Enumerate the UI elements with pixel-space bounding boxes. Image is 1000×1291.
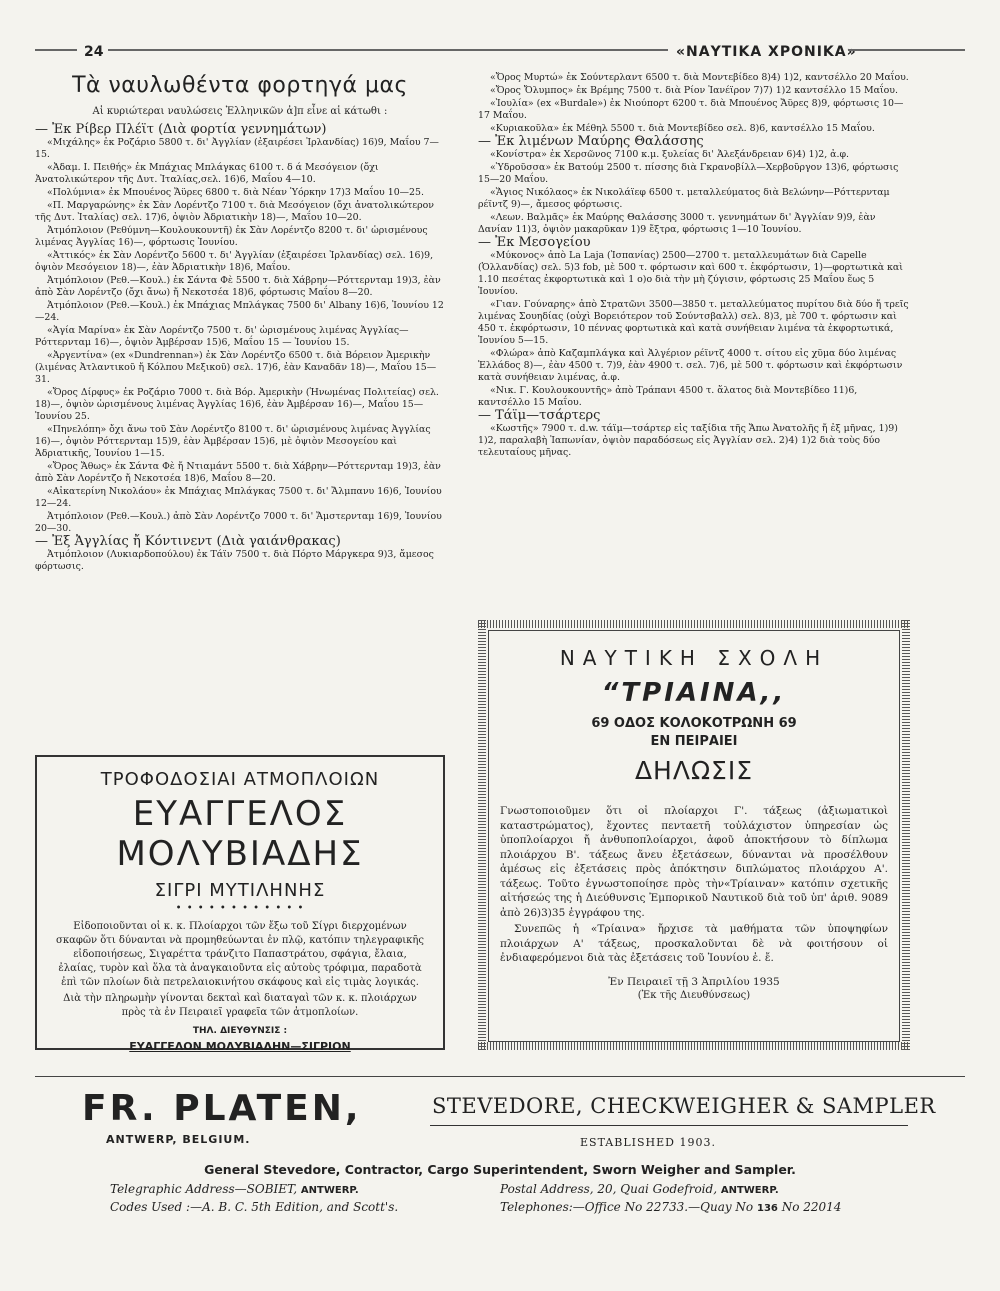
platen-postal	[500, 1182, 779, 1196]
charter-entry: Ἀτμόπλοιον (Ρεθ.—Κουλ.) ἐκ Μπάχιας Μπλάγκας 7500 δι' Albany 16)6, Ἰουνίου 12—24.	[35, 300, 444, 323]
header-rule-right	[848, 49, 965, 51]
platen-location: ANTWERP, BELGIUM.	[106, 1133, 251, 1146]
ad-molyviadis-body2: Διὰ τὴν πληρωμὴν γίνονται δεκταὶ καὶ διαταγαὶ τῶν κ. κ. πλοιάρχων πρὸς τὰ ἐν Πειραιεῖ γραφεῖα τῶν ἀτμοπλοίων.	[63, 993, 417, 1018]
charter-entry: «Κυριακοῦλα» ἐκ Μέθηλ 5500 τ. διὰ Μοντεβίδεο σελ. 8)6, καντσέλλο 15 Μαΐου.	[490, 123, 875, 134]
ad-triaina-heading: ΔΗΛΩΣΙΣ	[634, 756, 754, 785]
left-column	[35, 73, 445, 574]
page-number: 24	[84, 44, 104, 60]
platen-title-underline	[430, 1125, 908, 1126]
ad-triaina-paragraph1: Γνωστοποιοῦμεν ὅτι οἱ πλοίαρχοι Γ'. τάξεως (ἀξιωματικοὶ καταστρώματος), ἔχοντες πενταετῆ τοὐλάχιστον ὑπηρεσίαν ὡς ὑποπλοίαρχοι ἤ ἀνθυποπλοίαρχοι, ἀφοῦ ἀποκτήσουν τὸ δίπλωμα πλοιάρχου Β'. τάξεως ἄνευ ἐξετάσεων, δύνανται νὰ προσέλθουν ἀμέσως εἰς ἐξετάσεις πρὸς ἀπόκτησιν διπλώματος πλοιάρχου Α'. τάξεως. Τοῦτο ἐγνωστοποίησε πρὸς τὴν«Τρίαιναν» κατόπιν σχετικῆς αἰτήσεώς της ἡ Διεύθυνσις Ἐμπορικοῦ Ναυτικοῦ διὰ τοῦ ὑπ' ἀριθ. 9089 ἀπὸ 26)3)35 ἐγγράφου της.	[500, 805, 888, 919]
ad-molyviadis-signature: ΤΗΛ. ΔΙΕΥΘΥΝΣΙΣ :	[192, 1026, 288, 1036]
charter-entry: «Πολύμνια» ἐκ Μπουένος Ἄϋρες 6800 τ. διὰ Νέαν Ὑόρκην 17)3 Μαΐου 10—25.	[47, 187, 424, 198]
charter-entry: «Ὑδροῦσσα» ἐκ Βατούμ 2500 τ. πίσσης διὰ Γκρανοβίλλ—Χερβοῦργον 13)6, φόρτωσις 15—20 Μαΐου.	[478, 162, 899, 185]
ad-triaina-school: ΝΑΥΤΙΚΗ ΣΧΟΛΗ	[559, 646, 829, 670]
ad-triaina-border-bottom	[478, 1042, 910, 1050]
charter-entry: «Κονίστρα» ἐκ Χερσῶνος 7100 κ.μ. ξυλείας δι' Ἀλεξάνδρειαν 6)4) 1)2, ἀ.φ.	[490, 149, 850, 160]
charter-entry: «Ἀττικός» ἐκ Σὰν Λορέντζο 5600 τ. δι' Ἀγγλίαν (ἐξαιρέσει Ἰρλανδίας) σελ. 16)9, ὀψιὸν Μεσόγειον 18)—, ἐὰν Ἀδριατικὴν 18)6, Μαΐου.	[35, 250, 434, 273]
ad-molyviadis-location: ΣΙΓΡΙ ΜΥΤΙΛΗΝΗΣ	[154, 880, 326, 901]
charter-entry: Ἀτμόπλοιον (Λυκιαρδοπούλου) ἐκ Τάϊν 7500 τ. διὰ Πόρτο Μάργκερα 9)3, ἄμεσος φόρτωσις.	[35, 549, 434, 572]
section-heading: — Ἐκ λιμένων Μαύρης Θαλάσσης	[478, 134, 704, 149]
section-heading: — Ἐξ Ἀγγλίας ἤ Κόντινεντ (Διὰ γαιάνθρακας)	[35, 534, 341, 549]
charter-entry: «Λεων. Βαλμᾶς» ἐκ Μαύρης Θαλάσσης 3000 τ. γεννημάτων δι' Ἀγγλίαν 9)9, ἐὰν Δανίαν 11)3, ὀψιὸν μακαρῦκαν 1)9 ἔξτρα, φόρτωσις 1—10 Ἰουνίου.	[478, 212, 876, 235]
ad-triaina-body	[500, 804, 888, 966]
charter-entry: Ἀτμόπλοιον (Ρεθ.—Κουλ.) ἀπὸ Σὰν Λορέντζο 7000 τ. δι' Ἄμστερνταμ 16)9, Ἰουνίου 20—30.	[35, 511, 442, 534]
ad-triaina-paragraph2: Συνεπῶς ἡ «Τρίαινα» ἤρχισε τὰ μαθήματα τῶν ὑποψηφίων πλοιάρχων Α' τάξεως, προσκαλοῦνται δὲ νὰ φοιτήσουν οἱ ἐνδιαφερόμενοι διὰ τὰς ἐξετάσεις τοῦ Ἰουνίου ἐ. ἔ.	[500, 923, 888, 964]
section-heading: — Ἐκ Μεσογείου	[478, 235, 591, 250]
platen-phones	[500, 1200, 841, 1214]
charter-entry: «Κωστῆς» 7900 τ. d.w. τάϊμ—τσάρτερ εἰς ταξίδια τῆς Ἄπω Ἀνατολῆς ἤ ἐξ μῆνας, 1)9) 1)2, παραλαβὴ Ἰαπωνίαν, ὀψιὸν παραδόσεως εἰς Ἀγγλίαν σελ. 2)4) 1)2 διὰ τοὺς δύο τελευταίους μῆνας.	[478, 423, 898, 458]
article-title: Τὰ ναυλωθέντα φορτηγά μας	[72, 73, 408, 98]
charter-entry: «Φλώρα» ἀπὸ Καζαμπλάγκα καὶ Ἀλγέριον ρέϊντζ 4000 τ. σίτου εἰς χῦμα δύο λιμένας Ἑλλάδος 8)—, ἐὰν 4500 τ. 7)9, ἐὰν 4900 τ. σελ. 7)6, μὲ 500 τ. φόρτωσιν καὶ ἐκφόρτωσιν κατὰ συνήθειαν λιμένας, ἀ.φ.	[478, 348, 903, 383]
platen-services: General Stevedore, Contractor, Cargo Superintendent, Sworn Weigher and Sampler.	[204, 1162, 796, 1177]
platen-telegraphic	[110, 1182, 359, 1196]
charter-entry: «Πηνελόπη» ὄχι ἄνω τοῦ Σὰν Λορέντζο 8100 τ. δι' ὡρισμένους λιμένας Ἀγγλίας 16)—, ὀψιὸν Ρόττερνταμ 15)9, ἐὰν Ἀμβέρσαν 15)6, μὲ ὀψιὸν Μεσογείου καὶ Ἀδριατικῆς, Ἰουνίου 1—15.	[35, 424, 431, 459]
bottom-ad-rule	[35, 1076, 965, 1077]
charter-entry: «Ἅγιος Νικόλαος» ἐκ Νικολάϊεφ 6500 τ. μεταλλεύματος διὰ Βελώνην—Ρόττερνταμ ρέϊντζ 9)—, ἄμεσος φόρτωσις.	[478, 187, 890, 210]
platen-postal-city: ANTWERP.	[720, 1185, 779, 1196]
ad-triaina-from: (Ἐκ τῆς Διευθύνσεως)	[637, 990, 751, 1001]
charter-entry: Ἀτμόπλοιον (Ρεθύμνη—Κουλουκουντῆ) ἐκ Σὰν Λορέντζο 8200 τ. δι' ὡρισμένους λιμένας Ἀγγλίας 16)—, φόρτωσις Ἰουνίου.	[35, 225, 428, 248]
platen-postal-label: Postal Address, 20, Quai Godefroid,	[500, 1182, 718, 1196]
right-top-entries	[478, 72, 910, 135]
charter-entry: «Ἀδαμ. Ι. Πειθής» ἐκ Μπάχιας Μπλάγκας 6100 τ. δ ά Μεσόγειον (ὄχι Ἀνατολικώτερον τῆς Δυτ. Ἰταλίας,σελ. 16)6, Μαΐου 4—10.	[35, 162, 379, 185]
ad-triaina-address: 69 ΟΔΟΣ ΚΟΛΟΚΟΤΡΩΝΗ 69	[591, 716, 797, 731]
charter-entry: «Ἰουλία» (ex «Burdale») ἐκ Νιούπορτ 6200 τ. διὰ Μπουένος Ἄϋρες 8)9, φόρτωσις 10—17 Μαΐου.	[478, 98, 904, 121]
platen-phones-no: No 22014	[781, 1200, 842, 1214]
ad-molyviadis-name: ΕΥΑΓΓΕΛΟΣ ΜΟΛΥΒΙΑΔΗΣ	[116, 794, 364, 874]
charter-entry: «Π. Μαργαρώνης» ἐκ Σὰν Λορέντζο 7100 τ. διὰ Μεσόγειον (ὄχι ἀνατολικώτερον τῆς Δυτ. Ἰταλίας) σελ. 17)6, ὀψιὸν Ἀδριατικὴν 18)—, Μαΐου 10—20.	[35, 200, 434, 223]
right-sections	[478, 136, 910, 459]
charter-entry: Ἀτμόπλοιον (Ρεθ.—Κουλ.) ἐκ Σάντα Φὲ 5500 τ. διὰ Χάβρην—Ρόττερνταμ 19)3, ἐὰν ἀπὸ Σὰν Λορέντζο (ὄχι ἄνω) ἤ Νεκοτσέα 18)6, φόρτωσις Μαΐου 8—20.	[35, 275, 441, 298]
ad-triaina-city: ΕΝ ΠΕΙΡΑΙΕΙ	[650, 734, 738, 749]
section-heading: — Ἐκ Ρίβερ Πλέϊτ (Διὰ φορτία γεννημάτων)	[35, 122, 327, 137]
platen-telegraphic-city: ANTWERP.	[300, 1185, 359, 1196]
ad-triaina-date: Ἐν Πειραιεῖ τῇ 3 Ἀπριλίου 1935	[608, 976, 780, 988]
ad-molyviadis-divider: • • • • • • • • • • • •	[175, 903, 305, 914]
platen-established: ESTABLISHED 1903.	[580, 1136, 716, 1149]
charter-entry: «Ὄρος Ὄλυμπος» ἐκ Βρέμης 7500 τ. διὰ Ρίον Ἰανέϊρον 7)7) 1)2 καντσέλλο 15 Μαΐου.	[490, 85, 898, 96]
charter-entry: «Ἁγία Μαρίνα» ἐκ Σὰν Λορέντζο 7500 τ. δι' ὡρισμένους λιμένας Ἀγγλίας—Ρόττερνταμ 16)—, ὀψιὸν Ἀμβέρσαν 15)6, Μαΐου 15 — Ἰουνίου 15.	[35, 325, 409, 348]
platen-title: STEVEDORE, CHECKWEIGHER & SAMPLER	[432, 1094, 936, 1118]
charter-entry: «Ὄρος Μυρτώ» ἐκ Σούντερλαντ 6500 τ. διὰ Μοντεβίδεο 8)4) 1)2, καντσέλλο 20 Μαΐου.	[490, 72, 909, 83]
ad-triaina-border-top	[478, 620, 910, 628]
charter-entry: «Γιαν. Γούναρης» ἀπὸ Στρατῶνι 3500—3850 τ. μεταλλεύματος πυρίτου διὰ δύο ἤ τρεῖς λιμένας Σουηδίας (οὐχὶ Βορειότερον τοῦ Σούντσβαλλ) σελ. 8)3, μὲ 700 τ. φόρτωσιν καὶ 450 τ. ἐκφόρτωσιν, 10 πέννας φορτωτικὰ καὶ κατὰ συνήθειαν λιμένα τὰ ἐκφορτωτικά, Ἰουνίου 5—15.	[478, 299, 909, 346]
charter-entry: «Μιχάλης» ἐκ Ροζάριο 5800 τ. δι' Ἀγγλίαν (ἐξαιρέσει Ἰρλανδίας) 16)9, Μαΐου 7—15.	[35, 137, 439, 160]
header-rule-middle	[108, 49, 668, 51]
header-rule-left	[35, 49, 77, 51]
section-heading: — Τάϊμ—τσάρτερς	[478, 408, 601, 423]
platen-phones-quay: 136	[757, 1203, 778, 1214]
right-column	[478, 72, 910, 460]
charter-entry: «Αἰκατερίνη Νικολάου» ἐκ Μπάχιας Μπλάγκας 7500 τ. δι' Ἄλμπανυ 16)6, Ἰουνίου 12—24.	[35, 486, 442, 509]
ad-molyviadis-line1: ΤΡΟΦΟΔΟΣΙΑΙ ΑΤΜΟΠΛΟΙΩΝ	[100, 769, 380, 790]
charter-entry: «Ὄρος Δίρφυς» ἐκ Ροζάριο 7000 τ. διὰ Βόρ. Ἀμερικὴν (Ἡνωμένας Πολιτείας) σελ. 18)—, ὀψιὸν ὡρισμένους λιμένας Ἀγγλίας 16)6, ἐὰν Ἀμβέρσαν 16)—, Μαΐου 15—Ἰουνίου 25.	[35, 387, 439, 422]
charter-entry: «Μύκονος» ἀπὸ La Laja (Ἰσπανίας) 2500—2700 τ. μεταλλευμάτων διὰ Capelle (Ὁλλανδίας) σελ. 5)3 fob, μὲ 500 τ. φόρτωσιν καὶ 600 τ. ἐκφόρτωσιν, 1)—φορτωτικὰ καὶ 1.10 πεσέτας ἐκφορτωτικὰ καὶ 1 ο)ο διὰ τὴν μὴ ζύγισιν, φόρτωσις 25 Μαΐου ἕως 5 Ἰουνίου.	[478, 250, 903, 297]
ad-molyviadis	[35, 755, 445, 1053]
ad-triaina-name: “ΤΡΙΑΙΝΑ,,	[601, 678, 787, 708]
charter-entry: «Ἀργεντίνα» (ex «Dundrennan») ἐκ Σὰν Λορέντζο 6500 τ. διὰ Βόρειον Ἀμερικὴν (λιμένας Ἀτλαντικοῦ ἤ Κόλπου Μεξικοῦ) σελ. 17)6, ἐὰν Καναδᾶν 18)—, Μαΐου 15—31.	[35, 350, 437, 385]
platen-codes: Codes Used :—A. B. C. 5th Edition, and Scott's.	[110, 1200, 399, 1214]
ad-molyviadis-telegraphic: ΕΥΑΓΓΕΛΟΝ ΜΟΛΥΒΙΑΔΗΝ—ΣΙΓΡΙΟΝ	[129, 1040, 351, 1053]
ad-molyviadis-body: Εἰδοποιοῦνται οἱ κ. κ. Πλοίαρχοι τῶν ἔξω τοῦ Σίγρι διερχομένων σκαφῶν ὅτι δύνανται νὰ προμηθεύωνται ἐν πλῷ, κατόπιν τηλεγραφικῆς εἰδοποιήσεως, Σιγαρέττα τράνζιτο Παπαστράτου, σφάγια, ἔλαια, ἐλαίας, τυρὸν καὶ ὅλα τὰ ἀναγκαιοῦντα εἰς αὐτοὺς τρόφιμα, παραδοτὰ ἐπὶ τῶν πλοίων διὰ πετρελαιοκινήτου σκάφους καὶ εἰς τιμὰς λογικάς.	[56, 921, 424, 988]
platen-telegraphic-label: Telegraphic Address—SOBIET,	[110, 1182, 298, 1196]
ad-triaina	[478, 620, 910, 1060]
charter-entry: «Νικ. Γ. Κουλουκουντῆς» ἀπὸ Τράπανι 4500 τ. ἅλατος διὰ Μοντεβίδεο 11)6, καντσέλλο 15 Μαΐου.	[478, 385, 858, 408]
left-sections	[35, 124, 445, 573]
article-intro: Αἱ κυριώτεραι ναυλώσεις Ἑλληνικῶν ἀ]π εἶνε αἱ κάτωθι :	[92, 106, 388, 117]
platen-name: FR. PLATEN,	[82, 1088, 362, 1129]
journal-title: «ΝΑΥΤΙΚΑ ΧΡΟΝΙΚΑ»	[676, 44, 857, 60]
platen-phones-label: Telephones:—Office No 22733.—Quay No	[500, 1200, 754, 1214]
charter-entry: «Ὄρος Ἄθως» ἐκ Σάντα Φὲ ἤ Ντιαμάντ 5500 τ. διὰ Χάβρην—Ρόττερνταμ 19)3, ἐὰν ἀπὸ Σὰν Λορέντζο ἤ Νεκοτσέα 18)6, Μαΐου 8—20.	[35, 461, 441, 484]
